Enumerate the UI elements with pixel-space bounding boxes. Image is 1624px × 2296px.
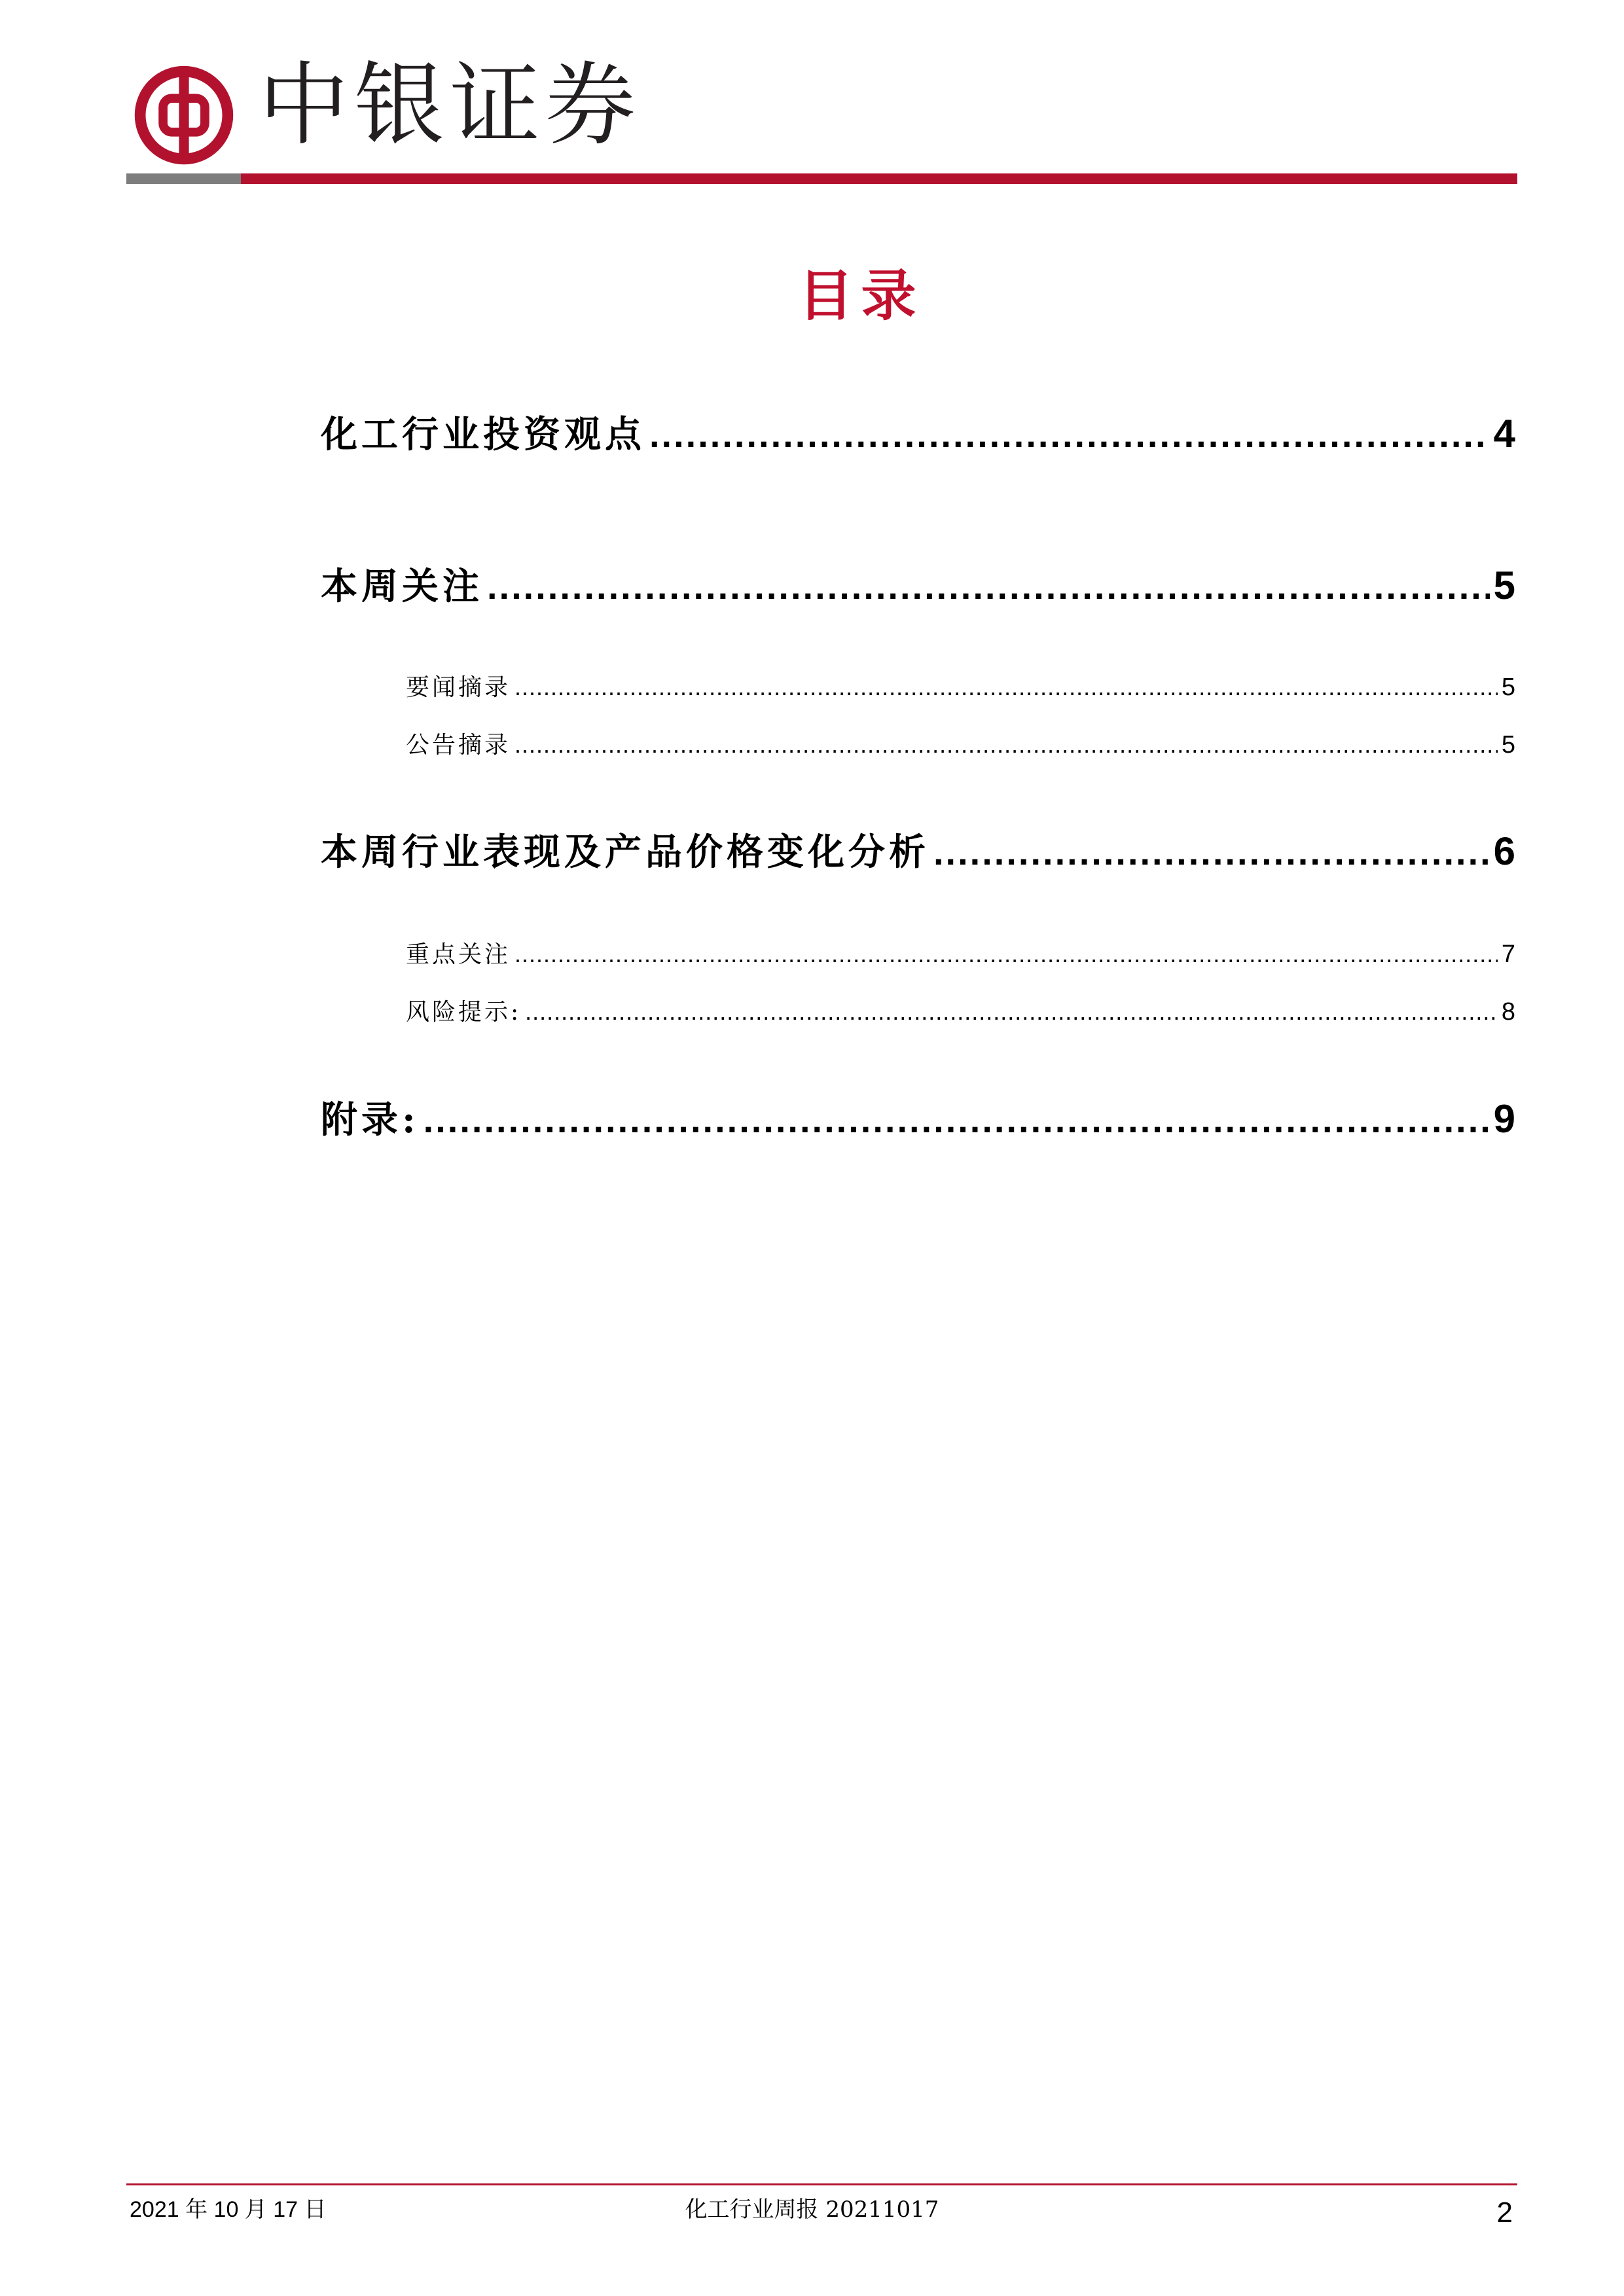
toc-entry-page: 5 [1493, 564, 1515, 607]
toc-subentry[interactable] [406, 669, 1515, 702]
toc-entry[interactable] [321, 823, 1515, 876]
toc-leader-dots [525, 998, 1498, 1026]
page-header [0, 0, 1624, 190]
toc-entry[interactable] [321, 406, 1515, 458]
toc-subentry-label: 风险提示: [406, 999, 522, 1026]
footer-date: 2021 年 10 月 17 日 [130, 2197, 327, 2222]
toc-leader-dots [514, 941, 1498, 968]
toc-title: 目录 [798, 263, 924, 328]
footer-report-title: 化工行业周报 20211017 [685, 2197, 939, 2223]
toc-entry-label: 化工行业投资观点 [321, 413, 645, 456]
toc-subentry-label: 要闻摘录 [406, 674, 511, 701]
toc-leader-dots [424, 1098, 1490, 1141]
toc-subentry-page: 7 [1501, 941, 1515, 968]
toc-entry-page: 9 [1493, 1097, 1515, 1141]
header-divider-red [241, 173, 1517, 184]
toc-subentry-label: 重点关注 [406, 941, 511, 968]
toc-entry-label: 本周行业表现及产品价格变化分析 [321, 831, 929, 874]
brand-name: 中银证券 [259, 52, 641, 158]
toc-subentry-page: 5 [1501, 673, 1515, 701]
bank-of-china-logo-icon [134, 65, 234, 165]
toc-leader-dots [514, 673, 1498, 701]
toc-entry-page: 4 [1493, 412, 1515, 456]
toc-leader-dots [933, 831, 1490, 873]
toc-subentry-page: 8 [1501, 998, 1515, 1026]
toc-entry[interactable] [321, 1091, 1515, 1143]
toc-subentry[interactable] [406, 994, 1515, 1027]
toc-entry-label: 本周关注 [321, 565, 483, 608]
toc-entry-page: 6 [1493, 829, 1515, 873]
toc-entry-label: 附录: [321, 1098, 420, 1141]
toc-subentry[interactable] [406, 936, 1515, 969]
footer-divider [126, 2183, 1517, 2185]
toc-entry[interactable] [321, 558, 1515, 610]
toc-subentry[interactable] [406, 726, 1515, 760]
toc-subentry-label: 公告摘录 [406, 732, 511, 759]
header-divider-gray [126, 173, 241, 184]
toc-leader-dots [514, 731, 1498, 759]
toc-leader-dots [487, 565, 1490, 607]
toc-leader-dots [649, 413, 1490, 456]
footer-page-number: 2 [1496, 2197, 1513, 2229]
toc-subentry-page: 5 [1501, 731, 1515, 759]
